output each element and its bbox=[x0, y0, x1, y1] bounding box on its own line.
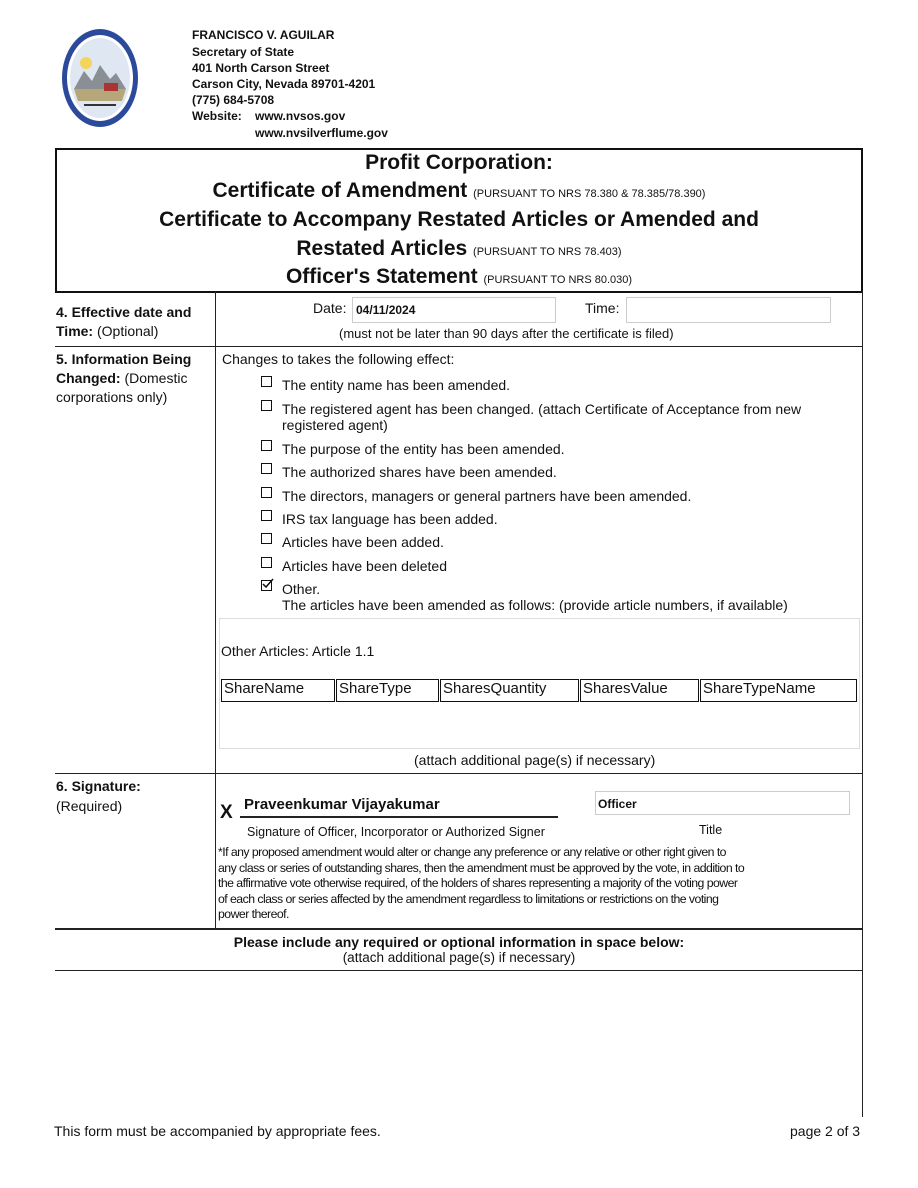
right-border bbox=[862, 291, 863, 1117]
irs-tax-checkbox[interactable] bbox=[261, 510, 272, 521]
registered-agent-option-cont: registered agent) bbox=[282, 417, 388, 433]
signature-caption: Signature of Officer, Incorporator or Authorized Signer bbox=[247, 825, 545, 839]
table-header-text: ShareType bbox=[339, 680, 412, 697]
section4-optional: (Optional) bbox=[96, 323, 159, 339]
row-divider bbox=[55, 970, 863, 971]
attach-note: (attach additional page(s) if necessary) bbox=[414, 752, 656, 768]
title-amendment-note: (PURSUANT TO NRS 78.380 & 78.385/78.390) bbox=[473, 188, 706, 200]
footer-fees-note: This form must be accompanied by appropriate fees. bbox=[54, 1123, 381, 1139]
title-amendment: Certificate of Amendment bbox=[212, 179, 468, 202]
table-header-sharetype bbox=[336, 679, 439, 702]
section5-label: 5. Information Being bbox=[56, 351, 192, 367]
irs-tax-option: IRS tax language has been added. bbox=[282, 511, 498, 527]
secretary-title: Secretary of State bbox=[192, 45, 295, 59]
website-link-1[interactable]: www.nvsos.gov bbox=[255, 109, 346, 123]
other-option: Other. bbox=[282, 581, 321, 597]
section5-label-3: corporations only) bbox=[56, 389, 168, 405]
registered-agent-checkbox[interactable] bbox=[261, 400, 272, 411]
table-header-text: SharesQuantity bbox=[443, 680, 547, 697]
purpose-checkbox[interactable] bbox=[261, 440, 272, 451]
time-label: Time: bbox=[585, 300, 620, 316]
table-header-text: ShareTypeName bbox=[703, 680, 816, 697]
website-label: Website: bbox=[192, 109, 242, 123]
address-line-1: 401 North Carson Street bbox=[192, 61, 330, 75]
signature-line bbox=[240, 816, 558, 818]
title-restated-note: (PURSUANT TO NRS 78.403) bbox=[473, 246, 622, 258]
date-note: (must not be later than 90 days after the certificate is filed) bbox=[339, 326, 674, 341]
table-header-sharesvalue bbox=[580, 679, 699, 702]
other-note: The articles have been amended as follows: (provide article numbers, if available) bbox=[282, 597, 788, 613]
phone-number: (775) 684-5708 bbox=[192, 93, 275, 107]
registered-agent-option: The registered agent has been changed. (attach Certificate of Acceptance from new bbox=[282, 401, 802, 417]
nevada-seal-logo bbox=[60, 27, 140, 129]
section5-label-2 bbox=[56, 370, 187, 386]
purpose-option: The purpose of the entity has been amended. bbox=[282, 441, 565, 457]
extra-info-title: Please include any required or optional information in space below: bbox=[233, 934, 685, 950]
title-line-3: Certificate to Accompany Restated Articles or Amended and bbox=[159, 208, 759, 231]
section4-label-2 bbox=[56, 323, 158, 339]
date-label: Date: bbox=[313, 300, 347, 316]
footnote-line: *If any proposed amendment would alter or change any preference or any relative or other right given to bbox=[218, 845, 726, 859]
table-header-sharename bbox=[221, 679, 335, 702]
table-header-text: SharesValue bbox=[583, 680, 668, 697]
secretary-name: FRANCISCO V. AGUILAR bbox=[192, 28, 335, 42]
date-field[interactable] bbox=[352, 297, 556, 323]
entity-name-option: The entity name has been amended. bbox=[282, 377, 511, 393]
footnote-line: any class or series of outstanding shares, then the amendment must be approved by the vote, in addition to bbox=[218, 860, 745, 875]
signer-name[interactable]: Praveenkumar Vijayakumar bbox=[244, 796, 440, 813]
page-number: page 2 of 3 bbox=[790, 1123, 861, 1139]
other-articles-text: Other Articles: Article 1.1 bbox=[221, 643, 375, 659]
checkmark-icon bbox=[262, 578, 274, 590]
directors-option: The directors, managers or general partners have been amended. bbox=[282, 488, 692, 504]
section4-label: 4. Effective date and bbox=[56, 304, 192, 320]
title-line-2 bbox=[57, 179, 861, 203]
officer-title-value: Officer bbox=[598, 797, 637, 811]
title-caption: Title bbox=[699, 823, 723, 837]
other-checkbox[interactable] bbox=[261, 580, 272, 591]
officer-title-field[interactable] bbox=[595, 791, 850, 815]
section6-label: 6. Signature: bbox=[56, 778, 141, 794]
title-officer-note: (PURSUANT TO NRS 80.030) bbox=[483, 274, 633, 286]
articles-deleted-option: Articles have been deleted bbox=[282, 558, 447, 574]
table-header-sharetypename bbox=[700, 679, 857, 702]
section6-required: (Required) bbox=[56, 798, 123, 814]
articles-deleted-checkbox[interactable] bbox=[261, 557, 272, 568]
title-line-1: Profit Corporation: bbox=[365, 151, 553, 174]
table-header-sharesquantity bbox=[440, 679, 579, 702]
directors-checkbox[interactable] bbox=[261, 487, 272, 498]
row-divider bbox=[55, 928, 863, 930]
section4-time-label: Time: bbox=[56, 323, 94, 339]
changes-intro: Changes to takes the following effect: bbox=[222, 351, 455, 367]
title-line-5 bbox=[57, 265, 861, 289]
time-field[interactable] bbox=[626, 297, 831, 323]
date-value: 04/11/2024 bbox=[356, 303, 416, 317]
amendment-footnote bbox=[218, 845, 744, 923]
authorized-shares-checkbox[interactable] bbox=[261, 463, 272, 474]
row-divider bbox=[55, 346, 863, 347]
articles-added-option: Articles have been added. bbox=[282, 534, 444, 550]
footnote-line: the affirmative vote otherwise required, of the holders of shares representing a majority of the voting power bbox=[218, 876, 738, 890]
column-divider bbox=[215, 291, 216, 929]
section5-domestic: (Domestic bbox=[124, 370, 188, 386]
title-officer: Officer's Statement bbox=[285, 265, 478, 288]
footnote-line: of each class or series affected by the amendment regardless to limitations or restrictions on the voting bbox=[218, 891, 719, 906]
extra-info-note: (attach additional page(s) if necessary) bbox=[342, 950, 576, 965]
table-header-text: ShareName bbox=[224, 680, 305, 697]
website-link-2[interactable]: www.nvsilverflume.gov bbox=[255, 126, 388, 140]
row-divider bbox=[55, 773, 863, 774]
authorized-shares-option: The authorized shares have been amended. bbox=[282, 464, 557, 480]
title-restated: Restated Articles bbox=[296, 237, 468, 260]
title-line-4 bbox=[57, 237, 861, 261]
articles-added-checkbox[interactable] bbox=[261, 533, 272, 544]
footnote-line: power thereof. bbox=[218, 907, 289, 921]
signature-x-mark: X bbox=[220, 802, 233, 823]
address-line-2: Carson City, Nevada 89701-4201 bbox=[192, 77, 376, 91]
section5-changed: Changed: bbox=[56, 370, 121, 386]
entity-name-checkbox[interactable] bbox=[261, 376, 272, 387]
